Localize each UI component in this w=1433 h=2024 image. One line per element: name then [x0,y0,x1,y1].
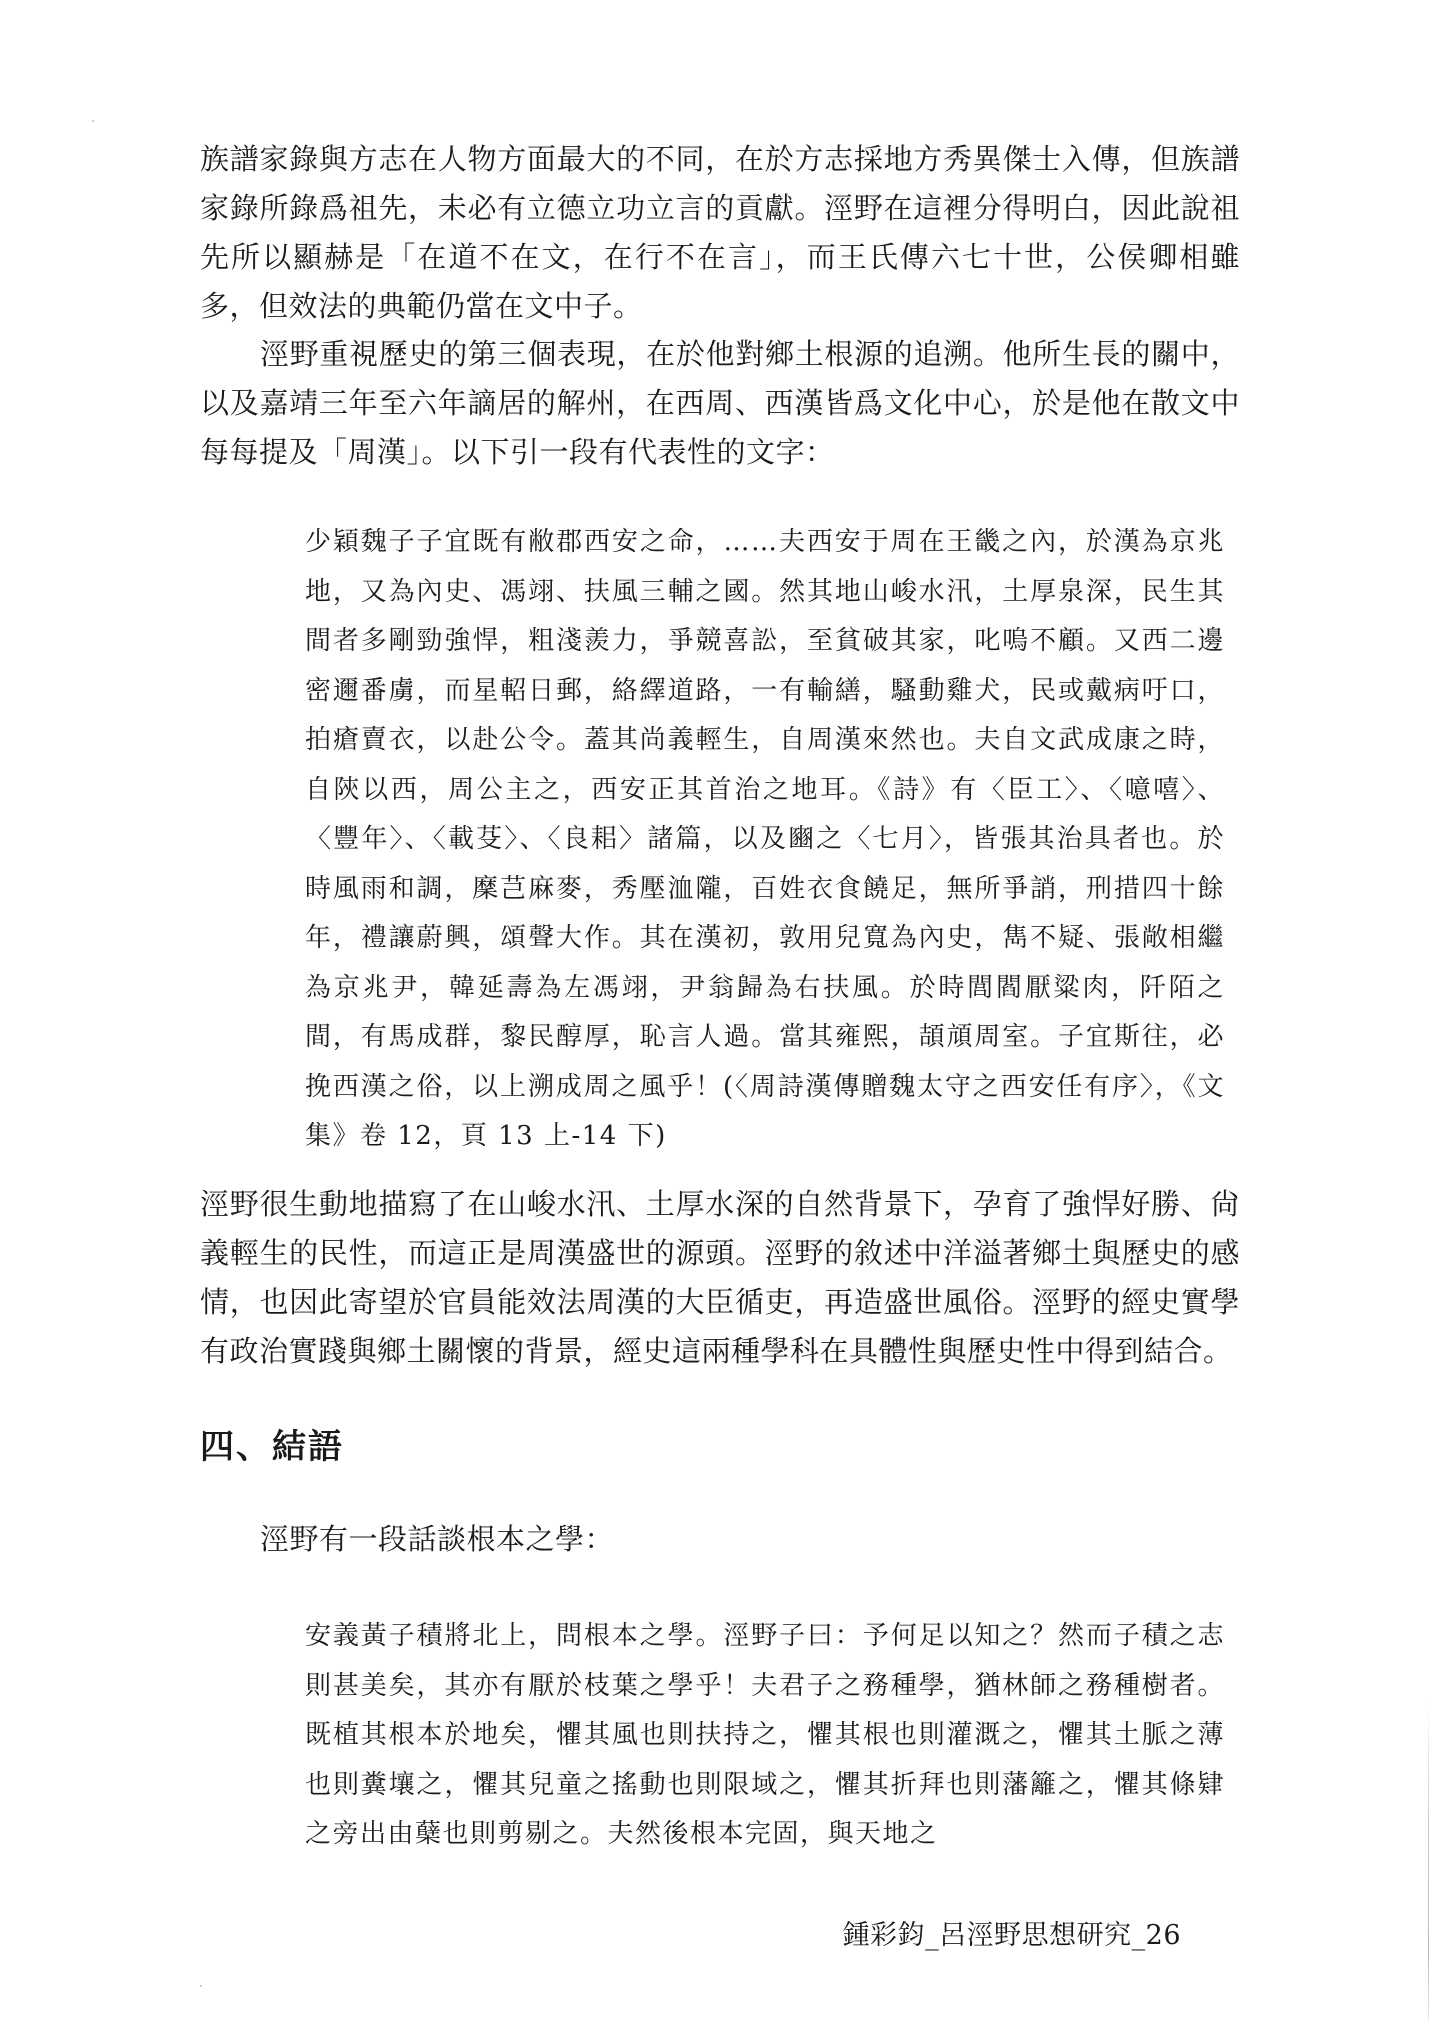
paragraph-root-learning [200,1515,1240,1564]
scan-speck [200,1985,202,1987]
block-quote-root [305,1612,1225,1860]
paragraph-text: 族譜家錄與方志在人物方面最大的不同，在於方志採地方秀異傑士入傳，但族譜家錄所錄爲祖先，未必有立德立功立言的貢獻。涇野在這裡分得明白，因此說祖先所以顯赫是「在道不在文，在行不在言」，而王氏傳六七十世，公侯卿相雖多，但效法的典範仍當在文中子。 [200,142,1240,323]
block-quote-zhouhan [305,518,1225,1162]
scan-speck [92,120,94,122]
scan-edge-line [1428,1700,1429,2020]
paragraph-text: 涇野有一段話談根本之學： [260,1522,615,1556]
quote-text: 安義黃子積將北上，問根本之學。涇野子曰：予何足以知之？然而子積之志則甚美矣，其亦有厭於枝葉之學乎！夫君子之務種學，猶林師之務種樹者。既植其根本於地矣，懼其風也則扶持之，懼其根也則灌溉之，懼其土脈之薄也則糞壤之，懼其兒童之搖動也則限域之，懼其折拜也則藩籬之，懼其條肄之旁出由蘖也則剪剔之。夫然後根本完固，與天地之 [305,1621,1225,1849]
page-footer: 鍾彩鈞_呂涇野思想研究_26 [842,1920,1181,1951]
quote-text: 少穎魏子子宜既有敝郡西安之命，……夫西安于周在王畿之內，於漢為京兆地，又為內史、馮翊、扶風三輔之國。然其地山峻水汛，土厚泉深，民生其間者多剛勁強悍，粗淺羨力，爭競喜訟，至貧破其家，叱嗚不顧。又西二邊密邇番虜，而星軺日郵，絡繹道路，一有輸繕，騷動雞犬，民或戴病吁口，拍瘡賣衣，以赴公令。蓋其尚義輕生，自周漢來然也。夫自文武成康之時，自陝以西，周公主之，西安正其首治之地耳。《詩》有〈臣工〉、〈噫嘻〉、〈豐年〉、〈載芟〉、〈良耜〉諸篇，以及豳之〈七月〉，皆張其治具者也。於時風雨和調，穈芑麻麥，秀壓洫隴，百姓衣食饒足，無所爭誚，刑措四十餘年，禮讓蔚興，頌聲大作。其在漢初，敦用兒寬為內史，雋不疑、張敞相繼為京兆尹，韓延壽為左馮翊，尹翁歸為右扶風。於時閭閻厭粱肉，阡陌之間，有馬成群，黎民醇厚，恥言人過。當其雍熙，頡頏周室。子宜斯往，必挽西漢之俗，以上溯成周之風乎！(〈周詩漢傳贈魏太守之西安任有序〉，《文集》卷 12，頁 13 上-14 下) [305,527,1225,1151]
paragraph-text: 涇野很生動地描寫了在山峻水汛、土厚水深的自然背景下，孕育了強悍好勝、尙義輕生的民性，而這正是周漢盛世的源頭。涇野的敘述中洋溢著鄉土與歷史的感情，也因此寄望於官員能效法周漢的大臣循吏，再造盛世風俗。涇野的經史實學有政治實踐與鄉土關懷的背景，經史這兩種學科在具體性與歷史性中得到結合。 [200,1187,1240,1368]
paragraph-commentary [200,1180,1240,1376]
paragraph-genealogy [200,135,1240,331]
section-heading: 四、結語 [200,1427,344,1467]
paragraph-history [200,330,1240,477]
paragraph-text: 涇野重視歷史的第三個表現，在於他對鄉土根源的追溯。他所生長的關中，以及嘉靖三年至六年謫居的解州，在西周、西漢皆爲文化中心，於是他在散文中每每提及「周漢」。以下引一段有代表性的文字： [200,337,1240,469]
